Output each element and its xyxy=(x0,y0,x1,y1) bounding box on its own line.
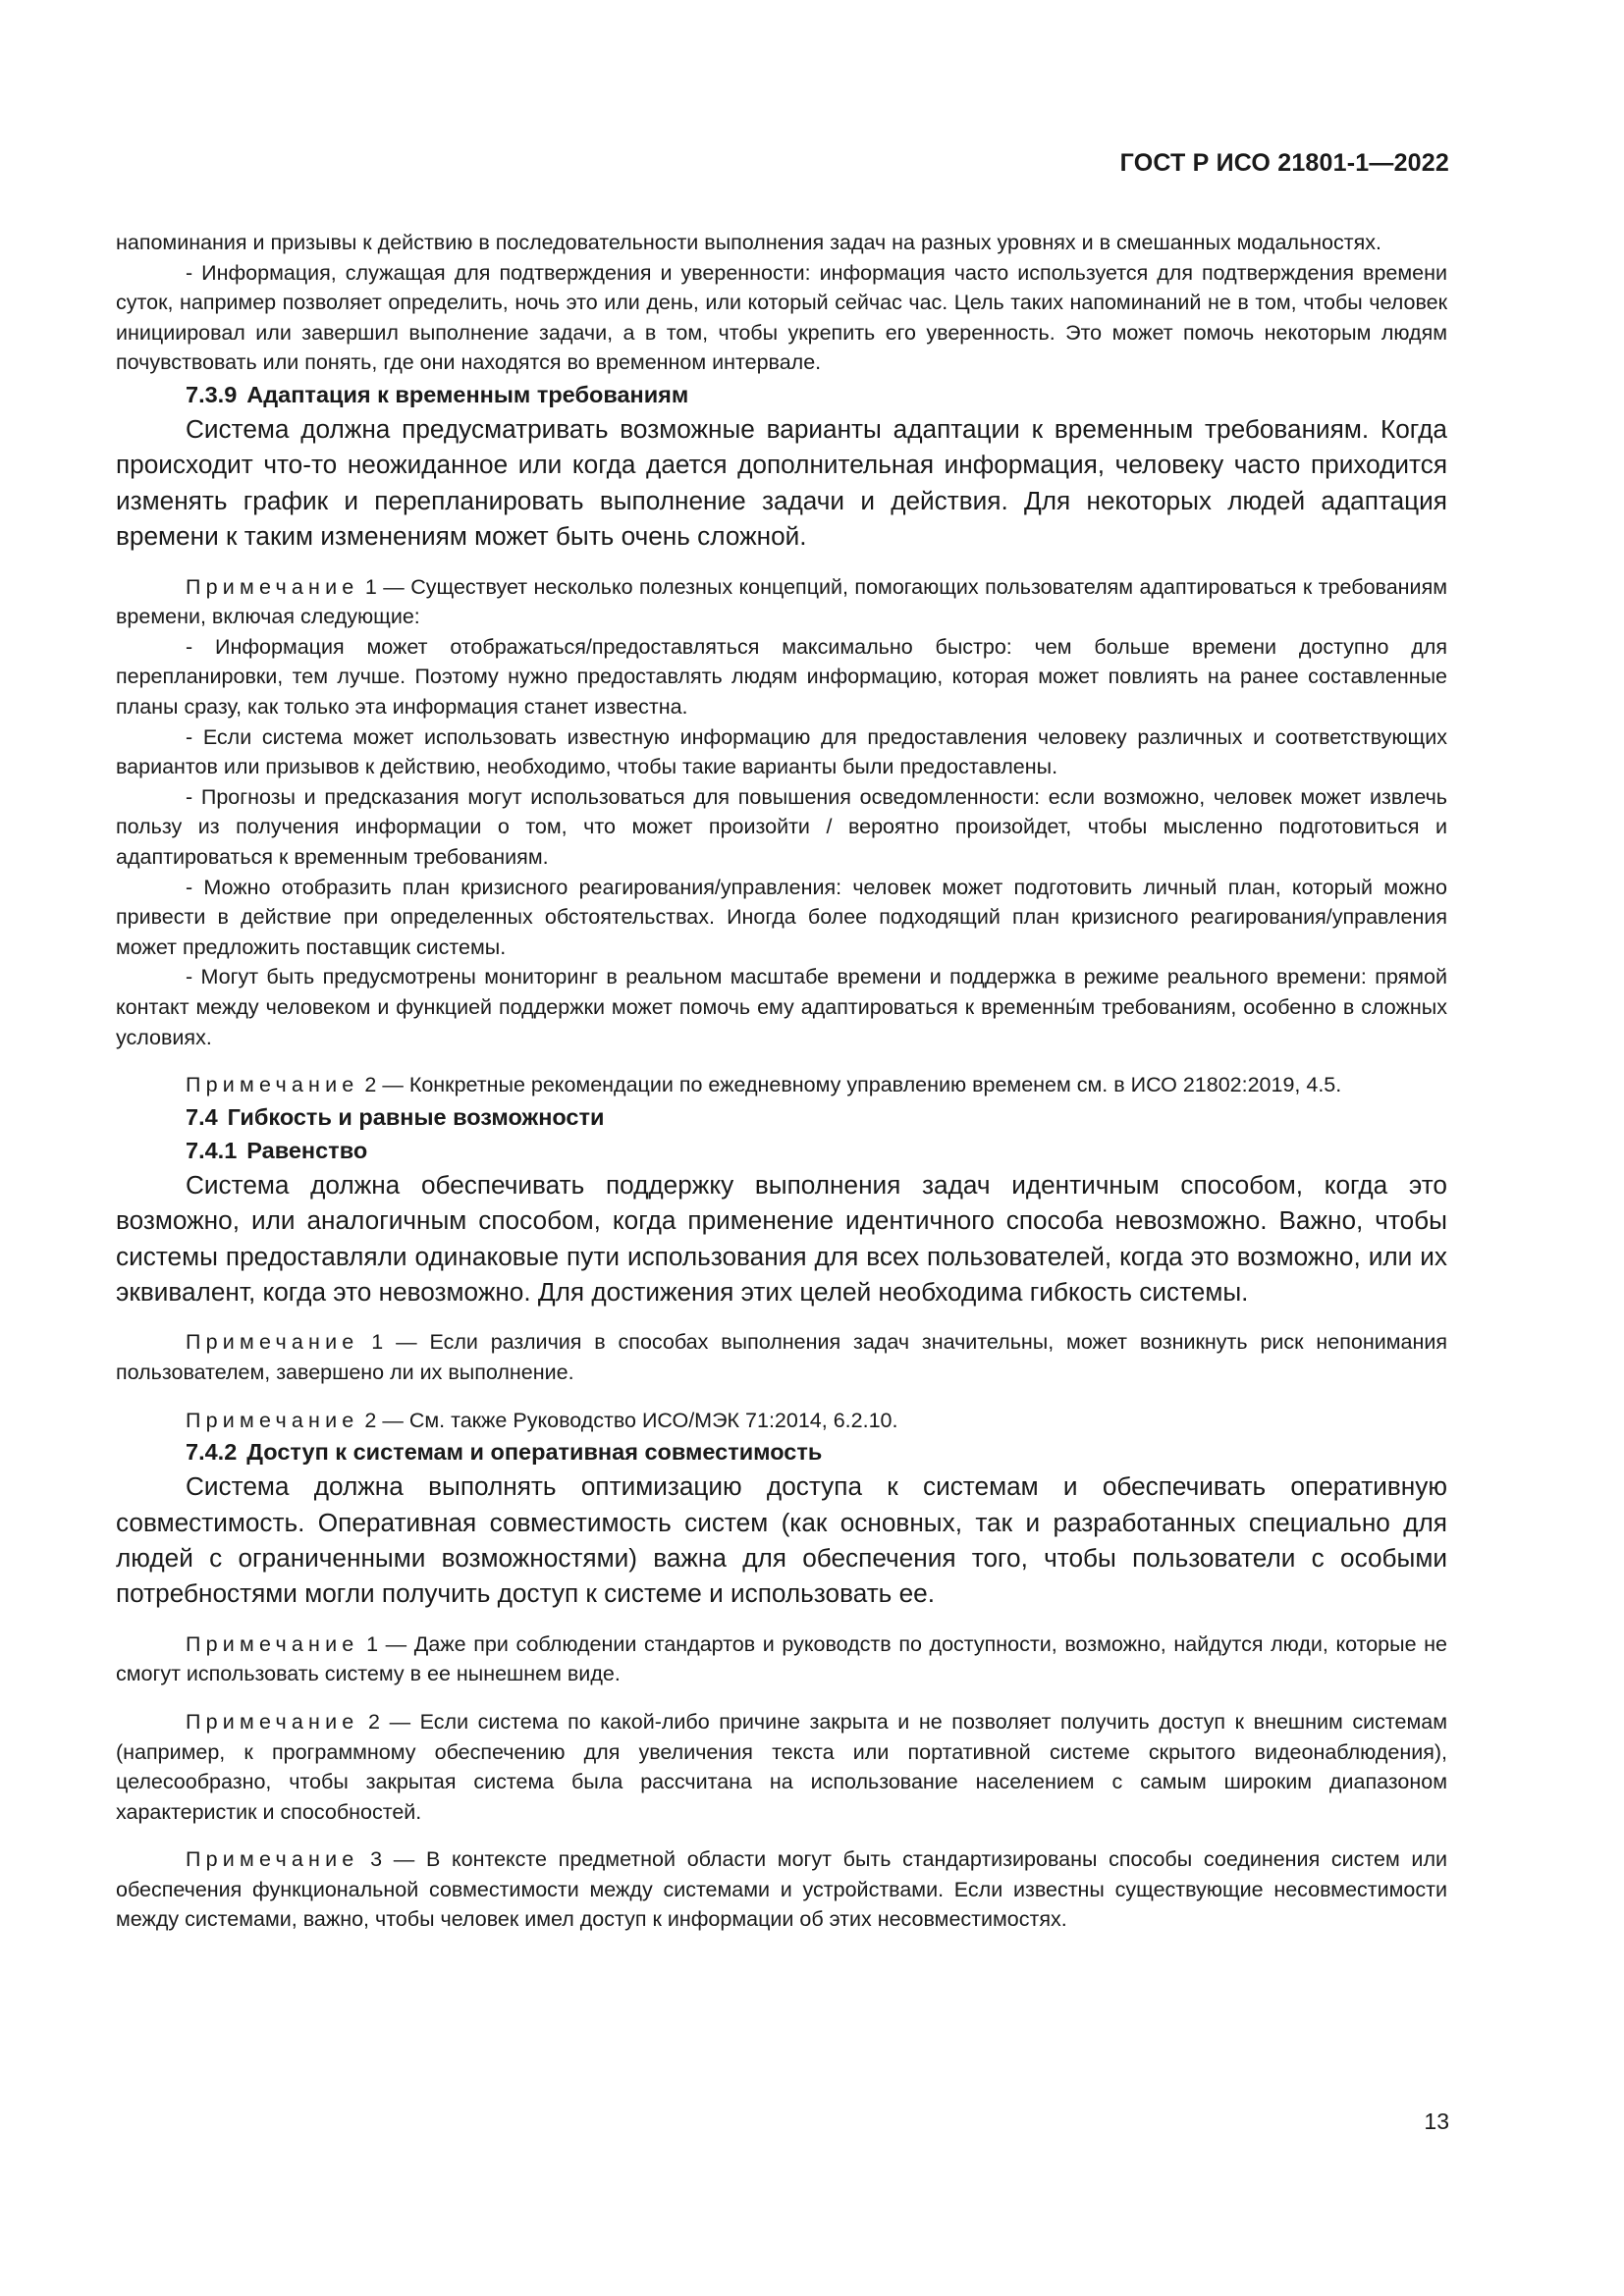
list-paragraph: напоминания и призывы к действию в последовательности выполнения задач на разных уровнях и в смешанных модальностях. xyxy=(116,231,1381,254)
note-label: Примечание xyxy=(186,574,359,599)
note-text: 2 — Если система по какой-либо причине закрыта и не позволяет получить доступ к внешним системам (например, к программному обеспечению для увеличения текста или портативной системе скрытого видеонаблюдения), целесообразно, чтобы закрытая система была рассчитана на использование населением с самым широким диапазоном характеристик и способностей. xyxy=(116,1709,1447,1824)
note-text: 1 — Даже при соблюдении стандартов и руководств по доступности, возможно, найдутся люди, которые не смогут использовать систему в ее нынешнем виде. xyxy=(116,1631,1447,1686)
body-paragraph: Система должна обеспечивать поддержку выполнения задач идентичным способом, когда это возможно, или аналогичным способом, когда применение идентичного способа невозможно. Важно, чтобы системы предоставляли одинаковые пути использования для всех пользователей, когда это возможно, или их эквивалент, когда это невозможно. Для достижения этих целей необходима гибкость системы. xyxy=(116,1169,1447,1307)
note-paragraph xyxy=(116,572,1447,632)
note-label: Примечание xyxy=(186,1631,359,1656)
document-body xyxy=(116,228,1447,1935)
list-paragraph: - Могут быть предусмотрены мониторинг в реальном масштабе времени и поддержка в режиме реального времени: прямой контакт между человеком и функцией поддержки может помочь ему адаптироваться к временны́м требованиям, особенно в сложных условиях. xyxy=(116,965,1447,1049)
section-number: 7.4.1 xyxy=(186,1137,238,1163)
note-paragraph xyxy=(116,1406,1447,1436)
list-paragraph: - Информация, служащая для подтверждения и уверенности: информация часто используется для подтверждения времени суток, например позволяет определить, ночь это или день, или который сейчас час. Цель таких напоминаний не в том, чтобы человек инициировал или завершил выполнение задачи, а в том, чтобы укрепить его уверенность. Это может помочь некоторым людям почувствовать или понять, где они находятся во временном интервале. xyxy=(116,260,1447,375)
note-label: Примечание xyxy=(186,1847,359,1872)
section-heading xyxy=(116,1134,1447,1167)
body-paragraph: Система должна выполнять оптимизацию доступа к системам и обеспечивать оперативную совместимость. Оперативная совместимость систем (как основных, так и разработанных специально для людей с ограниченными возможностями) важна для обеспечения того, чтобы пользователи с особыми потребностями могли получить доступ к системе и использовать ее. xyxy=(116,1471,1447,1609)
page-number: 13 xyxy=(1424,2109,1449,2134)
note-paragraph xyxy=(116,1070,1447,1100)
note-label: Примечание xyxy=(186,1073,359,1097)
section-number: 7.4 xyxy=(186,1103,218,1130)
note-paragraph xyxy=(116,1707,1447,1827)
section-title: Равенство xyxy=(246,1137,368,1163)
section-heading xyxy=(116,378,1447,411)
note-text: 2 — Конкретные рекомендации по ежедневному управлению временем см. в ИСО 21802:2019, 4.5. xyxy=(358,1073,1342,1097)
section-title: Доступ к системам и оперативная совместимость xyxy=(246,1439,823,1466)
section-heading xyxy=(116,1100,1447,1134)
section-title: Гибкость и равные возможности xyxy=(227,1103,605,1130)
section-title: Адаптация к временным требованиям xyxy=(246,381,689,407)
list-paragraph: - Можно отобразить план кризисного реагирования/управления: человек может подготовить личный план, который можно привести в действие при определенных обстоятельствах. Иногда более подходящий план кризисного реагирования/управления может предложить поставщик системы. xyxy=(116,875,1447,959)
list-paragraph: - Если система может использовать известную информацию для предоставления человеку различных и соответствующих вариантов или призывов к действию, необходимо, чтобы такие варианты были предоставлены. xyxy=(116,724,1447,779)
note-paragraph xyxy=(116,1844,1447,1935)
note-label: Примечание xyxy=(186,1709,359,1734)
note-label: Примечание xyxy=(186,1330,359,1355)
section-heading xyxy=(116,1435,1447,1468)
note-label: Примечание xyxy=(186,1408,359,1432)
note-text: 2 — См. также Руководство ИСО/МЭК 71:2014, 6.2.10. xyxy=(358,1408,898,1432)
document-code-header: ГОСТ Р ИСО 21801-1—2022 xyxy=(1119,149,1449,177)
body-paragraph: Система должна предусматривать возможные варианты адаптации к временным требованиям. Когда происходит что-то неожиданное или когда дается дополнительная информация, человеку часто приходится изменять график и перепланировать выполнение задачи и действия. Для некоторых людей адаптация времени к таким изменениям может быть очень сложной. xyxy=(116,413,1447,552)
section-number: 7.3.9 xyxy=(186,381,238,407)
note-text: 1 — Существует несколько полезных концепций, помогающих пользователям адаптироваться к требованиям времени, включая следующие: xyxy=(116,574,1447,629)
note-text: 1 — Если различия в способах выполнения задач значительны, может возникнуть риск непонимания пользователем, завершено ли их выполнение. xyxy=(116,1330,1447,1384)
note-paragraph xyxy=(116,1327,1447,1387)
section-number: 7.4.2 xyxy=(186,1439,238,1466)
list-paragraph: - Информация может отображаться/предоставляться максимально быстро: чем больше времени доступно для перепланировки, тем лучше. Поэтому нужно предоставлять людям информацию, которая может повлиять на ранее составленные планы сразу, как только эта информация станет известна. xyxy=(116,634,1447,719)
note-text: 3 — В контексте предметной области могут быть стандартизированы способы соединения систем или обеспечения функциональной совместимости между системами и устройствами. Если известны существующие несовместимости между системами, важно, чтобы человек имел доступ к информации об этих несовместимостях. xyxy=(116,1847,1447,1932)
list-paragraph: - Прогнозы и предсказания могут использоваться для повышения осведомленности: если возможно, человек может извлечь пользу из получения информации о том, что может произойти / вероятно произойдет, чтобы мысленно подготовиться и адаптироваться к временным требованиям. xyxy=(116,784,1447,869)
note-paragraph xyxy=(116,1629,1447,1689)
